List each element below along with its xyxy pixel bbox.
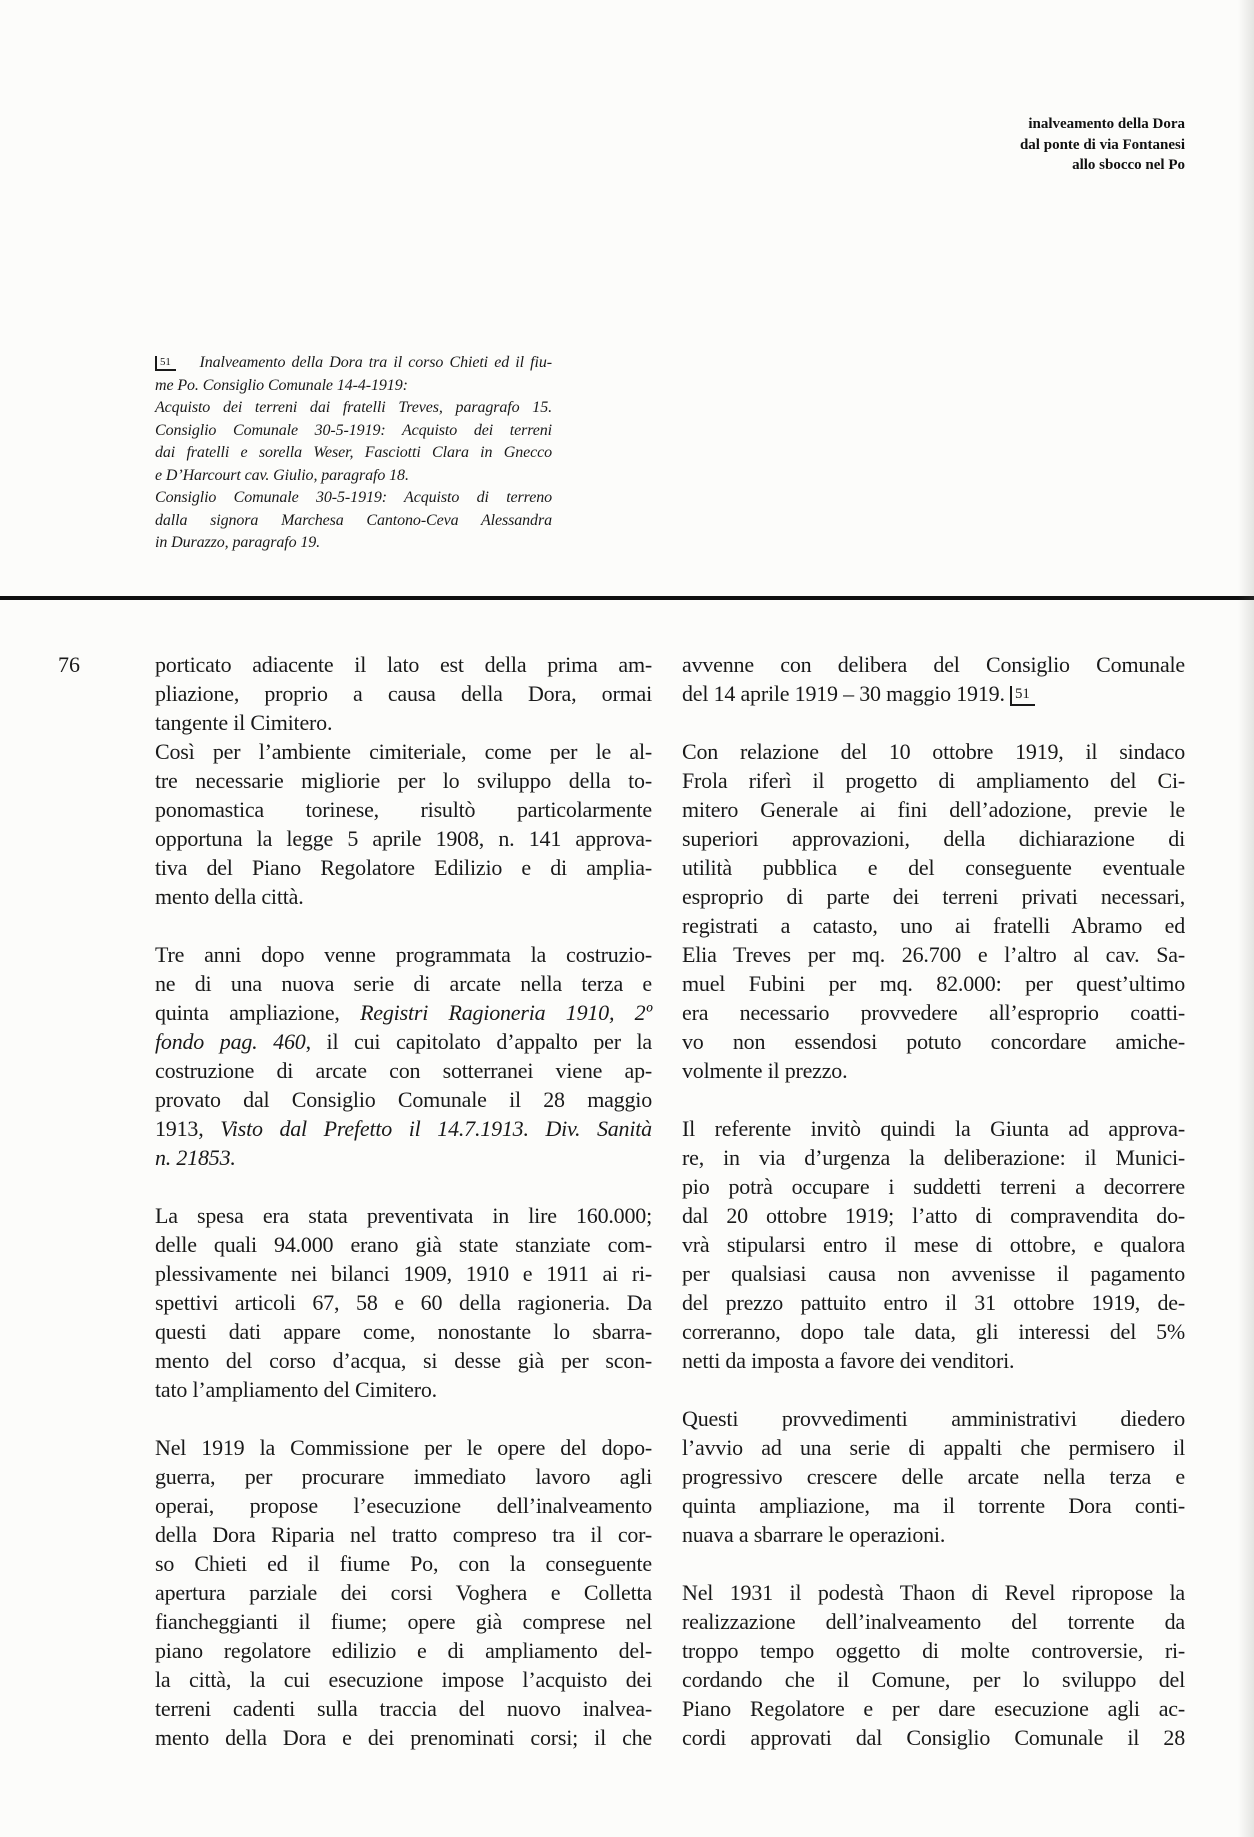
text-line: realizzazione dell’inalveamento del torrente da <box>682 1609 1185 1634</box>
text-line: plessivamente nei bilanci 1909, 1910 e 1911 ai ri- <box>155 1261 652 1286</box>
text-line: terreni cadenti sulla traccia del nuovo inalvea- <box>155 1696 652 1721</box>
figure-title-line: inalveamento della Dora <box>1028 116 1185 132</box>
text-line <box>155 1143 652 1172</box>
text-line: Tre anni dopo venne programmata la costruzio- <box>155 942 652 967</box>
body-column-right <box>682 650 1185 1752</box>
text-line: vrà stipularsi entro il mese di ottobre, e qualora <box>682 1232 1185 1257</box>
text-line: della Dora Riparia nel tratto compreso tra il cor- <box>155 1522 652 1547</box>
text-line: ne di una nuova serie di arcate nella terza e <box>155 971 652 996</box>
text-line: tato l’ampliamento del Cimitero. <box>155 1377 437 1402</box>
text-line: Nel 1931 il podestà Thaon di Revel ripropose la <box>682 1580 1185 1605</box>
text-line: provato dal Consiglio Comunale il 28 maggio <box>155 1087 652 1112</box>
paragraph <box>682 1404 1185 1549</box>
text-line: progressivo crescere delle arcate nella terza e <box>682 1464 1185 1489</box>
text-line: guerra, per procurare immediato lavoro agli <box>155 1464 652 1489</box>
text-line: porticato adiacente il lato est della prima am- <box>155 652 652 677</box>
text-line: La spesa era stata preventivata in lire 160.000; <box>155 1203 652 1228</box>
text-line: quinta ampliazione, Registri Ragioneria 1910, 2º <box>155 1000 653 1025</box>
text-line: muel Fubini per mq. 82.000: per quest’ultimo <box>682 971 1185 996</box>
paragraph <box>155 1433 652 1752</box>
text-line: pio potrà occupare i suddetti terreni a decorrere <box>682 1174 1185 1199</box>
text-line: Il referente invitò quindi la Giunta ad approva- <box>682 1116 1185 1141</box>
text-line: in Durazzo, paragrafo 19. <box>155 534 321 551</box>
text-line: Consiglio Comunale 30-5-1919: Acquisto dei terreni <box>155 421 552 439</box>
figure-title-line: allo sbocco nel Po <box>1072 157 1185 173</box>
text-line: netti da imposta a favore dei venditori. <box>682 1348 1015 1373</box>
text-line: Frola riferì il progetto di ampliamento del Ci- <box>682 768 1185 793</box>
text-line: del prezzo pattuito entro il 31 ottobre 1919, de- <box>682 1290 1185 1315</box>
text-line: mento della città. <box>155 884 304 909</box>
italic-text: Registri Ragioneria 1910, 2º <box>360 1000 653 1025</box>
text-line: fiancheggianti il fiume; opere già comprese nel <box>155 1609 652 1634</box>
text-line: costruzione di arcate con sotterranei viene ap- <box>155 1058 652 1083</box>
paragraph <box>155 650 652 911</box>
text-line: nuava a sbarrare le operazioni. <box>682 1522 946 1547</box>
text-line: ponomastica torinese, risultò particolarmente <box>155 797 652 822</box>
text-line: Nel 1919 la Commissione per le opere del dopo- <box>155 1435 652 1460</box>
text-line: registrati a catasto, uno ai fratelli Abramo ed <box>682 913 1185 938</box>
text-line: spettivi articoli 67, 58 e 60 della ragioneria. Da <box>155 1290 652 1315</box>
text-line: 1913, Visto dal Prefetto il 14.7.1913. Div. Sanità <box>155 1116 652 1141</box>
text-line: operai, propose l’esecuzione dell’inalveamento <box>155 1493 652 1518</box>
italic-text: Visto dal Prefetto il 14.7.1913. Div. Sanità <box>220 1116 652 1141</box>
text-line: questi dati appare come, nonostante lo sbarra- <box>155 1319 652 1344</box>
text-line: l’avvio ad una serie di appalti che permisero il <box>682 1435 1185 1460</box>
text-line: apertura parziale dei corsi Voghera e Colletta <box>155 1580 652 1605</box>
text-line: Con relazione del 10 ottobre 1919, il sindaco <box>682 739 1185 764</box>
text-line: Elia Treves per mq. 26.700 e l’altro al cav. Sa- <box>682 942 1185 967</box>
page-number: 76 <box>58 652 80 677</box>
paragraph <box>155 1201 652 1404</box>
page-edge-shadow <box>1238 0 1254 1837</box>
body-column-left <box>155 650 652 1752</box>
text-line: del 14 aprile 1919 – 30 maggio 1919. 51 <box>682 679 1185 708</box>
text-line: Consiglio Comunale 30-5-1919: Acquisto di terreno <box>155 489 552 506</box>
text-line: 51 Inalveamento della Dora tra il corso Chieti ed il fiu- <box>155 352 552 375</box>
text-line: Questi provvedimenti amministrativi diedero <box>682 1406 1185 1431</box>
text-line: cordando che il Comune, per lo sviluppo del <box>682 1667 1185 1692</box>
text-line: mitero Generale ai fini dell’adozione, previe le <box>682 797 1185 822</box>
text-line: per qualsiasi causa non avvenisse il pagamento <box>682 1261 1185 1286</box>
figure-title-caption <box>1020 114 1185 176</box>
text-line: delle quali 94.000 erano già state stanziate com- <box>155 1232 652 1257</box>
paragraph <box>155 940 652 1172</box>
text-line: dal 20 ottobre 1919; l’atto di compravendita do- <box>682 1203 1185 1228</box>
text-line: quinta ampliazione, ma il torrente Dora conti- <box>682 1493 1185 1518</box>
text-line: mento della Dora e dei prenominati corsi; il che <box>155 1725 652 1750</box>
text-line: vo non essendosi potuto concordare amiche- <box>682 1029 1185 1054</box>
footnote-ref-marker: 51 <box>1010 686 1035 706</box>
text-line: volmente il prezzo. <box>682 1058 848 1083</box>
text-line: la città, la cui esecuzione impose l’acquisto dei <box>155 1667 652 1692</box>
text-line: opportuna la legge 5 aprile 1908, n. 141 approva- <box>155 826 652 851</box>
italic-text: fondo pag. 460 <box>155 1029 306 1054</box>
text-line: troppo tempo oggetto di molte controversie, ri- <box>682 1638 1185 1663</box>
text-line: Piano Regolatore e per dare esecuzione agli ac- <box>682 1696 1185 1721</box>
text-line: tangente il Cimitero. <box>155 710 333 735</box>
figure-title-line: dal ponte di via Fontanesi <box>1019 136 1185 153</box>
text-line: utilità pubblica e del conseguente eventuale <box>682 855 1185 880</box>
text-line: Acquisto dei terreni dai fratelli Treves, paragrafo 15. <box>155 399 552 416</box>
text-line: dalla signora Marchesa Cantono-Ceva Alessandra <box>155 511 552 529</box>
text-line: piano regolatore edilizio e di ampliamento del- <box>155 1638 652 1663</box>
text-line: correranno, dopo tale data, gli interessi del 5% <box>682 1319 1185 1344</box>
text-line: so Chieti ed il fiume Po, con la conseguente <box>155 1551 652 1576</box>
text-line: me Po. Consiglio Comunale 14-4-1919: <box>155 376 408 394</box>
text-line: tiva del Piano Regolatore Edilizio e di amplia- <box>155 855 652 880</box>
text-line: tre necessarie migliorie per lo sviluppo della to- <box>155 768 652 793</box>
text-line: mento del corso d’acqua, si desse già per scon- <box>155 1348 652 1373</box>
paragraph <box>682 1114 1185 1375</box>
text-line: dai fratelli e sorella Weser, Fasciotti Clara in Gnecco <box>155 444 552 461</box>
archival-reference-caption <box>155 352 552 555</box>
text-line: re, in via d’urgenza la deliberazione: il Munici- <box>682 1145 1185 1170</box>
horizontal-divider <box>0 596 1254 600</box>
paragraph <box>155 352 552 555</box>
text-line: cordi approvati dal Consiglio Comunale il 28 <box>682 1725 1185 1750</box>
paragraph <box>682 650 1185 708</box>
paragraph <box>682 737 1185 1085</box>
text-line: fondo pag. 460, il cui capitolato d’appalto per la <box>155 1029 652 1054</box>
text-line: e D’Harcourt cav. Giulio, paragrafo 18. <box>155 466 409 484</box>
text-line: pliazione, proprio a causa della Dora, ormai <box>155 681 652 706</box>
italic-text: n. 21853. <box>155 1145 236 1170</box>
paragraph <box>682 1578 1185 1752</box>
text-line: superiori approvazioni, della dichiarazione di <box>682 826 1185 851</box>
text-line: avvenne con delibera del Consiglio Comunale <box>682 652 1185 677</box>
text-line: esproprio di parte dei terreni privati necessari, <box>682 884 1185 909</box>
text-line: Così per l’ambiente cimiteriale, come per le al- <box>155 739 652 764</box>
text-line: era necessario provvedere all’esproprio coatti- <box>682 1000 1185 1025</box>
footnote-ref-marker: 51 <box>155 356 176 372</box>
